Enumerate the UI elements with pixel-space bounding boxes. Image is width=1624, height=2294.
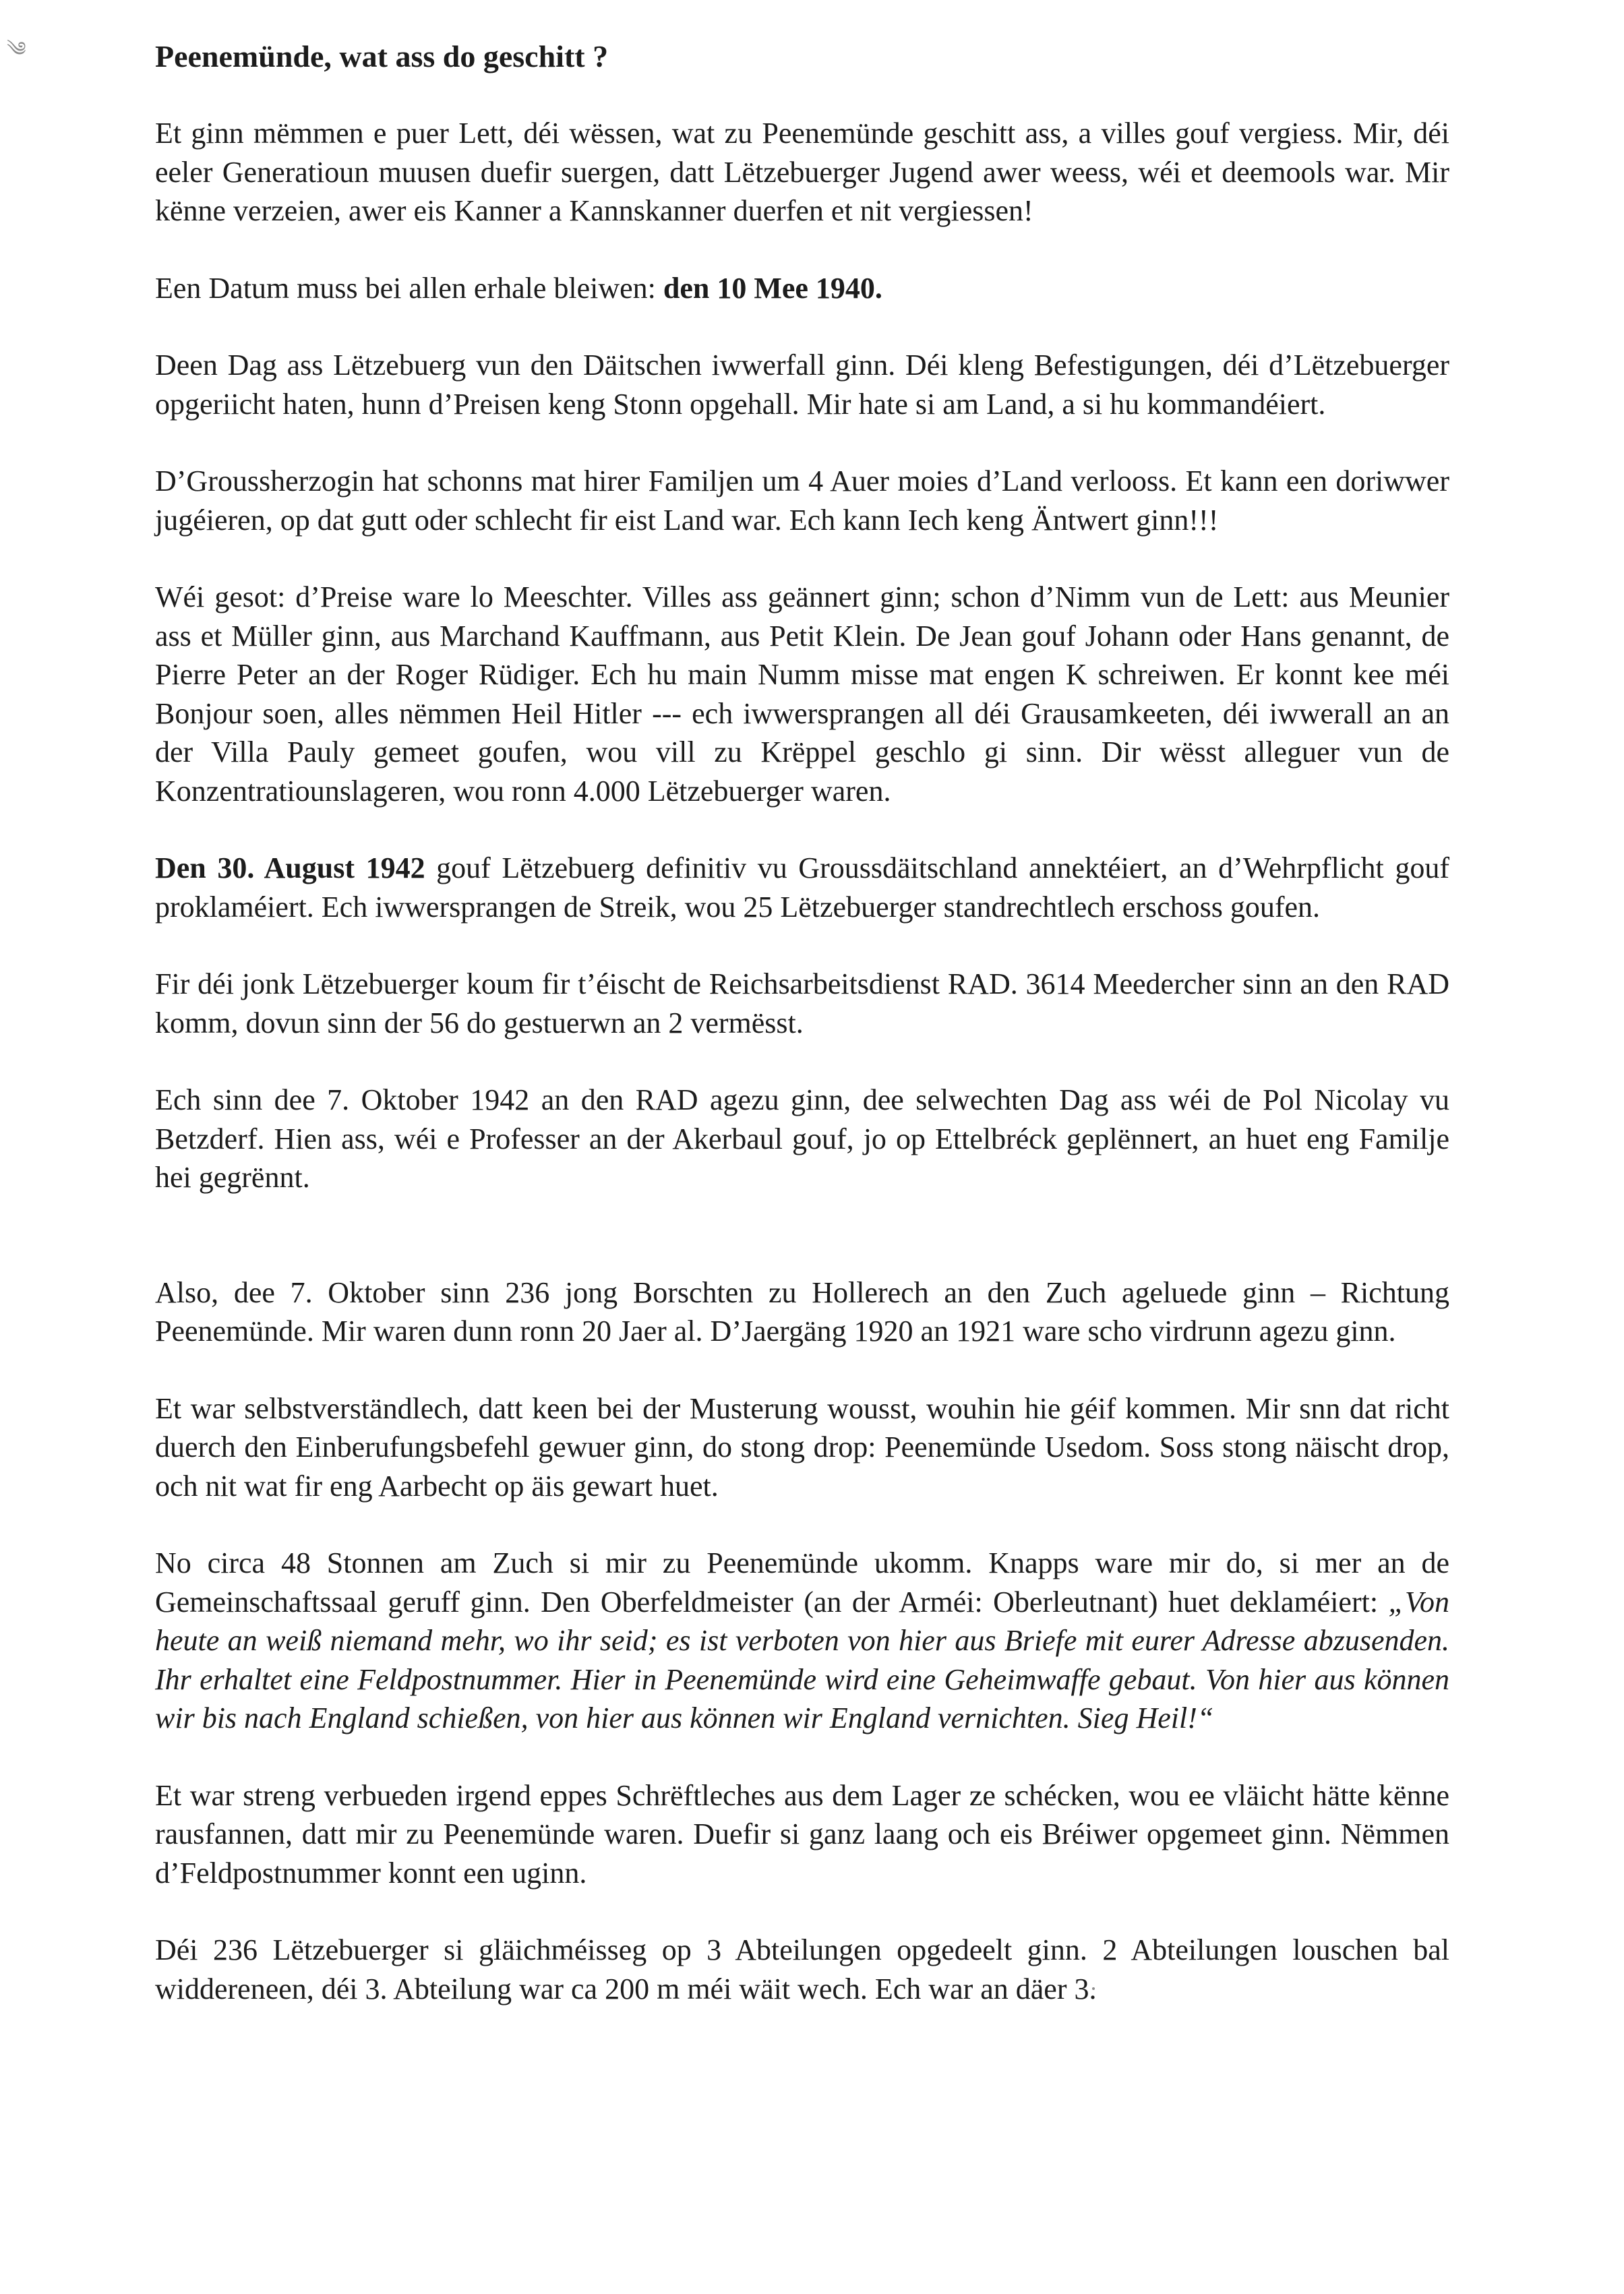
paragraph-1: Et ginn mëmmen e puer Lett, déi wëssen, wat zu Peenemünde geschitt ass, a villes gouf vergiess. Mir, déi eeler Generatioun muusen duefir suergen, datt Lëtzebuerger Jugend awer weess, wéi et deemools war. Mir kënne verzeien, awer eis Kanner a Kannskanner duerfen et nit vergiessen! — [155, 117, 1449, 227]
paragraph-2-text: Een Datum muss bei allen erhale bleiwen: — [155, 271, 663, 305]
paragraph-5: Wéi gesot: d’Preise ware lo Meeschter. Villes ass geännert ginn; schon d’Nimm vun de Lett: aus Meunier ass et Müller ginn, aus Marchand Kauffmann, aus Petit Klein. De Jean gouf Johann oder Hans genannt, de Pierre Peter an der Roger Rüdiger. Ech hu main Numm misse mat engen K schreiwen. Er konnt kee méi Bonjour soen, alles nëmmen Heil Hitler --- ech iwwersprangen all déi Grausamkeeten, déi iwwerall an an der Villa Pauly gemeet goufen, wou vill zu Krëppel geschlo gi sinn. Dir wësst alleguer vun de Konzentratiounslageren, wou ronn 4.000 Lëtzebuerger waren. — [155, 580, 1449, 808]
document-title: Peenemünde, wat ass do geschitt ? — [155, 39, 609, 73]
paragraph-11-text: No circa 48 Stonnen am Zuch si mir zu Peenemünde ukomm. Knapps ware mir do, si mer an de Gemeinschaftssaal geruff ginn. Den Oberfeldmeister (an der Arméi: Oberleutnant) huet deklaméiert: — [155, 1546, 1449, 1619]
paragraph-6-date: Den 30. August 1942 — [155, 851, 425, 884]
paragraph-3: Deen Dag ass Lëtzebuerg vun den Däitschen iwwerfall ginn. Déi kleng Befestigungen, déi d’Lëtzebuerger opgeriicht haten, hunn d’Preisen keng Stonn opgehall. Mir hate si am Land, a si hu kommandéiert. — [155, 349, 1449, 421]
document-page — [155, 37, 1449, 2012]
paragraph-13: Déi 236 Lëtzebuerger si gläichméisseg op 3 Abteilungen opgedeelt ginn. 2 Abteilungen louschen bal widdereneen, déi 3. Abteilung war ca 200 m méi wäit wech. Ech war an däer 3. — [155, 1933, 1449, 2005]
paragraph-6-text: gouf Lëtzebuerg definitiv vu Groussdäitschland annektéiert, an d’Wehrpflicht gouf proklaméiert. Ech iwwersprangen de Streik, wou 25 Lëtzebuerger standrechtlech erschoss goufen. — [155, 851, 1450, 924]
paragraph-2 — [155, 269, 1449, 308]
paragraph-6 — [155, 849, 1449, 926]
paragraph-8: Ech sinn dee 7. Oktober 1942 an den RAD agezu ginn, dee selwechten Dag ass wéi de Pol Nicolay vu Betzderf. Hien ass, wéi e Professer an der Akerbaul gouf, jo op Ettelbréck geplënnert, an huet eng Familje hei gegrënnt. — [155, 1083, 1449, 1194]
paragraph-11 — [155, 1544, 1449, 1738]
paragraph-10: Et war selbstverständlech, datt keen bei der Musterung wousst, wouhin hie géif kommen. Mir snn dat richt duerch den Einberufungsbefehl gewuer ginn, do stong drop: Peenemünde Usedom. Soss stong näischt drop, och nit wat fir eng Aarbecht op äis gewart huet. — [155, 1391, 1449, 1503]
paragraph-7: Fir déi jonk Lëtzebuerger koum fir t’éischt de Reichsarbeitsdienst RAD. 3614 Meedercher sinn an den RAD komm, dovun sinn der 56 do gestuerwn an 2 vermësst. — [155, 967, 1449, 1039]
scan-artifact: ༄ — [7, 38, 26, 61]
paragraph-2-date: den 10 Mee 1940. — [663, 271, 882, 305]
paragraph-12: Et war streng verbueden irgend eppes Schrëftleches aus dem Lager ze schécken, wou ee vläicht hätte kënne rausfannen, datt mir zu Peenemünde waren. Duefir si ganz laang och eis Bréiwer opgemeet ginn. Nëmmen d’Feldpostnummer konnt een uginn. — [155, 1778, 1449, 1890]
paragraph-9: Also, dee 7. Oktober sinn 236 jong Borschten zu Hollerech an den Zuch ageluede ginn – Richtung Peenemünde. Mir waren dunn ronn 20 Jaer al. D’Jaergäng 1920 an 1921 ware scho virdrunn agezu ginn. — [155, 1275, 1449, 1348]
paragraph-4: D’Groussherzogin hat schonns mat hirer Familjen um 4 Auer moies d’Land verlooss. Et kann een doriwwer jugéieren, op dat gutt oder schlecht fir eist Land war. Ech kann Iech keng Äntwert ginn!!! — [155, 464, 1449, 537]
paragraph-11-quote: „Von heute an weiß niemand mehr, wo ihr seid; es ist verboten von hier aus Briefe mit eurer Adresse abzusenden. Ihr erhaltet eine Feldpostnummer. Hier in Peenemünde wird eine Geheimwaffe gebaut. Von hier aus können wir bis nach England schießen, von hier aus können wir England vernichten. Sieg Heil!“ — [155, 1585, 1449, 1734]
